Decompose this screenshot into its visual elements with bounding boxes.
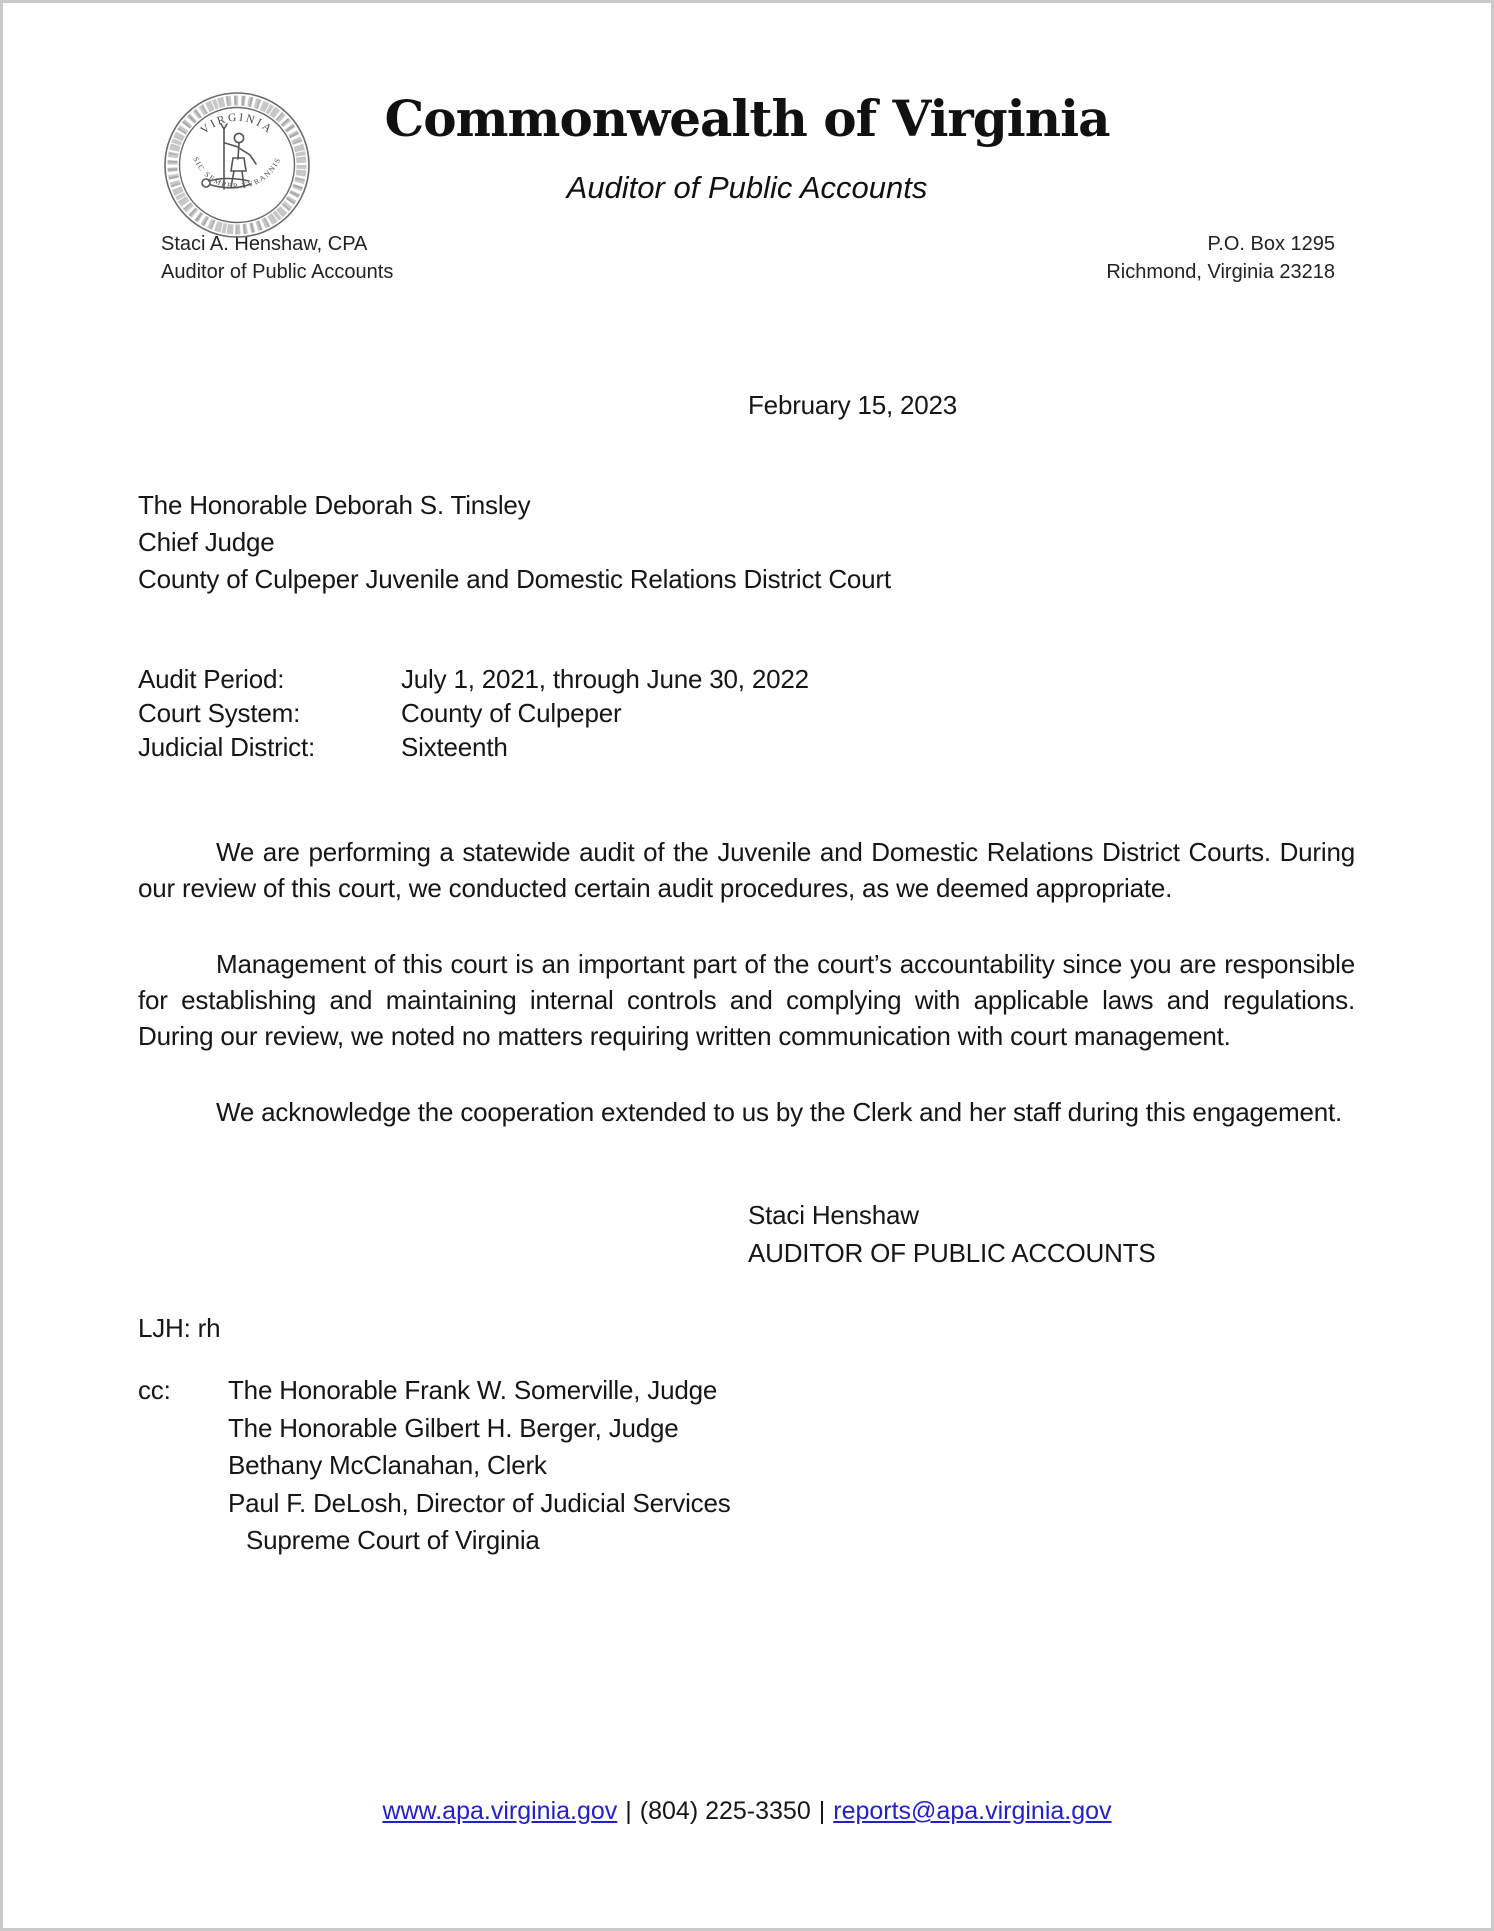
signature-block: [138, 1196, 1355, 1272]
org-name: Commonwealth of Virginia: [384, 89, 1110, 148]
svg-text:VIRGINIA: [199, 112, 276, 137]
seal-top-text: VIRGINIA: [198, 111, 276, 137]
reference-initials: LJH: rh: [138, 1313, 221, 1343]
date-line: [138, 387, 1355, 423]
audit-row-judicial-district: [138, 730, 1355, 764]
footer-separator: |: [625, 1797, 632, 1825]
audit-period-label: Audit Period:: [138, 664, 285, 694]
court-system-value: County of Culpeper: [401, 698, 622, 728]
phone-number: (804) 225-3350: [639, 1797, 811, 1825]
cc-item: The Honorable Frank W. Somerville, Judge: [228, 1375, 718, 1405]
cc-item: Bethany McClanahan, Clerk: [228, 1450, 547, 1480]
recipient-block: [138, 487, 1355, 598]
cc-block: [138, 1372, 1355, 1560]
body-paragraphs: [138, 834, 1355, 1130]
paragraph-audit-scope: We are performing a statewide audit of the Juvenile and Domestic Relations District Courts. During our review of this court, we conducted certain audit procedures, as we deemed appropriate.: [138, 837, 1355, 903]
seal-bottom-text: SIC SEMPER TYRANNIS: [191, 155, 283, 191]
recipient-title: Chief Judge: [138, 527, 275, 557]
svg-text:SIC SEMPER TYRANNIS: [191, 155, 283, 190]
address-block: [1106, 230, 1335, 286]
virginia-seal-icon: [161, 89, 313, 241]
audit-period-value: July 1, 2021, through June 30, 2022: [401, 664, 809, 694]
judicial-district-label: Judicial District:: [138, 732, 315, 762]
paragraph-management-responsibility: Management of this court is an important part of the court’s accountability since you are responsible for establishing and maintaining internal controls and complying with applicable laws and regulations. During our review, we noted no matters requiring written communication with court management.: [138, 949, 1355, 1051]
org-subtitle: Auditor of Public Accounts: [566, 170, 928, 205]
cc-item: Paul F. DeLosh, Director of Judicial Services: [228, 1487, 731, 1518]
judicial-district-value: Sixteenth: [401, 732, 508, 762]
letterhead-info: [161, 230, 1335, 286]
email-link[interactable]: reports@apa.virginia.gov: [833, 1797, 1112, 1825]
audit-row-period: [138, 662, 1355, 696]
page-footer: [3, 1797, 1491, 1826]
paragraph-acknowledgement: We acknowledge the cooperation extended to us by the Clerk and her staff during this engagement.: [216, 1097, 1343, 1127]
letterhead: [3, 3, 1491, 321]
website-link[interactable]: www.apa.virginia.gov: [382, 1797, 618, 1825]
recipient-org: County of Culpeper Juvenile and Domestic Relations District Court: [138, 564, 891, 594]
official-title: Auditor of Public Accounts: [161, 261, 394, 283]
cc-items: [228, 1372, 731, 1560]
signer-name: Staci Henshaw: [748, 1200, 919, 1230]
cc-item: The Honorable Gilbert H. Berger, Judge: [228, 1412, 679, 1443]
footer-separator: |: [818, 1797, 826, 1825]
cc-label: cc:: [138, 1375, 171, 1405]
audit-row-court-system: [138, 696, 1355, 730]
signer-title: AUDITOR OF PUBLIC ACCOUNTS: [748, 1238, 1156, 1268]
letter-content: [3, 387, 1491, 1560]
address-line2: Richmond, Virginia 23218: [1106, 261, 1335, 283]
cc-item: Supreme Court of Virginia: [246, 1525, 540, 1555]
address-line1: P.O. Box 1295: [1207, 233, 1335, 255]
audit-info-table: [138, 662, 1355, 764]
recipient-name: The Honorable Deborah S. Tinsley: [138, 490, 531, 520]
letter-date: February 15, 2023: [748, 390, 958, 420]
court-system-label: Court System:: [138, 698, 301, 728]
official-name: Staci A. Henshaw, CPA: [161, 233, 368, 255]
